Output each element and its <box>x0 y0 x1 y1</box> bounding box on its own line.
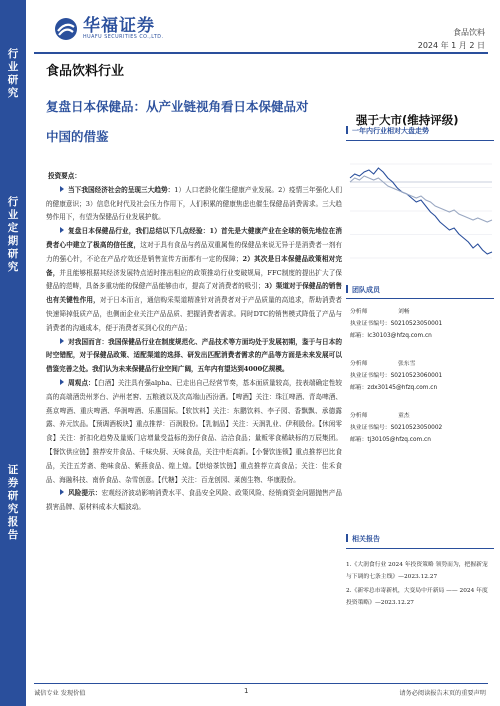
paragraph-text: 宏观经济波动影响消费水平、食品安全风险、政策风险、经销商资金问题抛售产品损害品牌、原材料成本大幅波动。 <box>46 489 343 512</box>
logo-name-cn: 华福证券 <box>83 16 155 36</box>
analyst-cert-value: S0210523050001 <box>390 321 443 327</box>
paragraph-text: 这对于具有食品与药品双重属性的保健品来说无异于是消费者一剂有力的强心针，不论在产品疗效还是销售宣传方面都有一定的保障； <box>46 240 343 263</box>
team-heading <box>346 285 380 295</box>
analyst-name-label: 分析师 <box>350 309 368 315</box>
side-char: 研 <box>7 490 19 502</box>
analyst-name <box>350 358 496 370</box>
paragraph-lead: 当下我国经济社会的呈现三大趋势： <box>68 185 175 194</box>
footer-disclaimer: 请务必阅读报告末页的重要声明 <box>399 690 486 697</box>
relative-performance-chart <box>346 158 496 268</box>
side-char: 报 <box>7 516 19 528</box>
company-logo <box>54 17 163 41</box>
side-char: 究 <box>7 87 19 99</box>
paragraph-trends <box>46 184 342 225</box>
analyst-name-value: 张东雪 <box>398 361 416 367</box>
heading-bar <box>346 534 348 542</box>
paragraph-text: 【白酒】关注具有强alpha、已走出自己经营节奏，基本面质量较高，技表端确定性较高的高端酒贵州茅台、泸州老窖、五粮液以及次高端山西汾酒。【啤酒】关注：珠江啤酒、青岛啤酒、燕京啤酒、重庆啤酒、华润啤酒、乐惠国际。【软饮料】关注：东鹏饮料、李子园、香飘飘、承德露露、养元饮品。【预调酒板块】重点推荐：百润股份。【乳制品】关注：天润乳业、伊利股份。【休闲零食】关注：折扣化趋势及量贩门店增量受益标的劲仔食品、洽洽食品；量贩零食稀缺标的万辰集团。【餐饮供应链】推荐安井食品、千味央厨、天味食品，关注中炬高新。【小餐饮连锁】重点推荐巴比食品，关注五芳斋、绝味食品、紫燕食品、煌上煌。【烘焙茶饮链】重点推荐立高食品；关注：佳禾食品、海融科技、南侨食品、杂雪创意。【代糖】关注：百龙创园、莱茵生物、华康股份。 <box>46 378 343 484</box>
analyst-cert-value: S0210523060001 <box>390 373 443 379</box>
report-category: 食品饮料 <box>453 28 485 37</box>
analyst-name-value: 童杰 <box>398 413 410 419</box>
side-char: 行 <box>7 196 19 208</box>
analyst-name <box>350 306 496 318</box>
analyst-name-label: 分析师 <box>350 361 368 367</box>
analyst-cert-label: 执业证书编号： <box>350 373 391 379</box>
analyst-name-label: 分析师 <box>350 413 368 419</box>
analyst-email-value: zdx30145@hfzq.com.cn <box>367 385 438 391</box>
paragraph-text: 并且能够根据其经济发展特点适时推出相应的政策推动行业变破规局，FFC制度的提出扩大了保健品的范畴，具备多重功能的保健产品能够由市，提高了对消费者的吸引； <box>46 268 342 291</box>
related-report-item[interactable]: 2.《新零总市寄新机，大变局中开新局 —— 2024 年度投资策略》—2023.12.27 <box>346 588 488 606</box>
analyst-cert <box>350 370 496 382</box>
analyst-card <box>350 358 496 394</box>
side-char: 期 <box>7 235 19 247</box>
side-label-bottom <box>0 464 26 542</box>
report-title-line2: 中国的借鉴 <box>46 129 109 144</box>
analyst-email-label: 邮箱： <box>350 437 368 443</box>
analyst-cert-label: 执业证书编号： <box>350 321 391 327</box>
side-char: 研 <box>7 74 19 86</box>
analyst-email-label: 邮箱： <box>350 333 368 339</box>
side-char: 券 <box>7 477 19 489</box>
chart-series-line-1 <box>350 176 492 222</box>
bullet-icon <box>60 338 64 344</box>
bullet-icon <box>60 227 64 233</box>
paragraph-lead: 3）渠道对于保健品的销售也有关键性作用， <box>46 282 342 305</box>
page-number: 1 <box>244 687 249 695</box>
footer-slogan: 诚信专业 发现价值 <box>34 690 86 697</box>
highlights-heading: 投资要点： <box>48 172 81 180</box>
paragraph-text: 1）人口老龄化催生健康产业发展。2）疫情三年强化人们的健康意识；3）信息化时代及社会压力作用下，人们积累的健康焦虑也催生保健品消费需求。三大趋势作用下，有望为保健品行业发展护航。 <box>46 185 343 222</box>
side-char: 究 <box>7 503 19 515</box>
side-char: 证 <box>7 464 19 476</box>
side-char: 究 <box>7 261 19 273</box>
reports-heading-divider <box>346 548 494 549</box>
bullet-icon <box>60 489 64 495</box>
reports-heading <box>346 534 380 544</box>
logo-name-en: HUAFU SECURITIES CO.,LTD. <box>83 35 164 40</box>
analyst-email[interactable] <box>350 330 496 342</box>
bullet-icon <box>60 379 64 385</box>
paragraph-risk <box>46 487 342 515</box>
header-divider <box>34 52 488 54</box>
paragraph-china <box>46 336 342 377</box>
paragraph-lead: 风险提示： <box>68 489 102 498</box>
analyst-email-value: lc30103@hfzq.com.cn <box>367 333 432 339</box>
heading-bar <box>346 285 348 293</box>
related-report-item[interactable]: 1.《大润食行业 2024 年投资策略 领势而为，把握新宠与下调的七条主线》—2023.12.27 <box>346 562 488 580</box>
side-char: 定 <box>7 222 19 234</box>
industry-name: 食品饮料行业 <box>46 64 125 79</box>
paragraph-lead: 2）其次是日本保健品政策相对完备， <box>46 254 342 277</box>
report-date: 2024 年 1 月 2 日 <box>417 41 485 50</box>
paragraph-weekly-view <box>46 377 342 487</box>
paragraph-lead: 复盘日本保健品行业，我们总结以下几点经验：1）首先是大健康产业在全球的领先地位在消费者心中建立了极高的信任度， <box>46 227 342 249</box>
analyst-name-value: 刘畅 <box>398 309 410 315</box>
side-char: 业 <box>7 61 19 73</box>
analyst-email-label: 邮箱： <box>350 385 368 391</box>
chart-heading-text: 一年内行业相对大盘走势 <box>352 127 429 135</box>
side-char: 研 <box>7 248 19 260</box>
report-title-line1: 复盘日本保健品：从产业链视角看日本保健品对 <box>46 99 309 114</box>
team-heading-text: 团队成员 <box>352 286 380 294</box>
related-reports <box>346 560 492 612</box>
paragraph-lead: 周观点： <box>68 378 95 387</box>
analyst-cert <box>350 422 496 434</box>
analyst-cert-value: S0210523050002 <box>390 425 443 431</box>
header-meta <box>418 26 485 52</box>
heading-bar <box>346 126 348 134</box>
logo-mark-icon <box>54 17 78 41</box>
side-strip <box>0 0 26 706</box>
analyst-email-value: tj30105@hfzq.com.cn <box>367 437 431 443</box>
paragraph-lead: 对我国而言：我国保健品行业在制度规范化、产品技术等方面均处于发展初期，鉴于与日本的时空错配，对于保健品政策、适配渠道的选择、研发出匹配消费者需求的产品等方面是未来发展可以借鉴完善之处。我们认为未来保健品行业空间广阔，五年内有望达到4000亿规模。 <box>46 337 342 374</box>
chart-heading-divider <box>346 140 494 141</box>
analyst-email[interactable] <box>350 434 496 446</box>
footer-divider <box>34 683 488 684</box>
analyst-card <box>350 306 496 342</box>
rating: 强于大市(维持评级) <box>356 113 459 127</box>
bullet-icon <box>60 186 64 192</box>
paragraph-japan-review <box>46 225 342 335</box>
investment-highlights <box>46 170 342 515</box>
analyst-email[interactable] <box>350 382 496 394</box>
analyst-cert-label: 执业证书编号： <box>350 425 391 431</box>
reports-heading-text: 相关报告 <box>352 535 380 543</box>
analyst-cert <box>350 318 496 330</box>
report-title <box>46 92 346 152</box>
side-label-top <box>0 48 26 100</box>
paragraph-text: 对于日本而言，通信购采渠道精准针对消费者对于产品质量的高追求，帮助消费者快速筛掉低质产品，也侧面企业关注产品品质、把握消费者需求。同时DTC的销售模式降低了产品与消费者的沟通成本，便于消费者买到心仪的产品； <box>46 296 342 332</box>
analyst-card <box>350 410 496 446</box>
side-char: 行 <box>7 48 19 60</box>
side-char: 告 <box>7 529 19 541</box>
team-members <box>350 306 496 462</box>
analyst-name <box>350 410 496 422</box>
side-label-middle <box>0 196 26 274</box>
chart-heading <box>346 126 429 136</box>
side-char: 业 <box>7 209 19 221</box>
team-heading-divider <box>346 298 494 299</box>
